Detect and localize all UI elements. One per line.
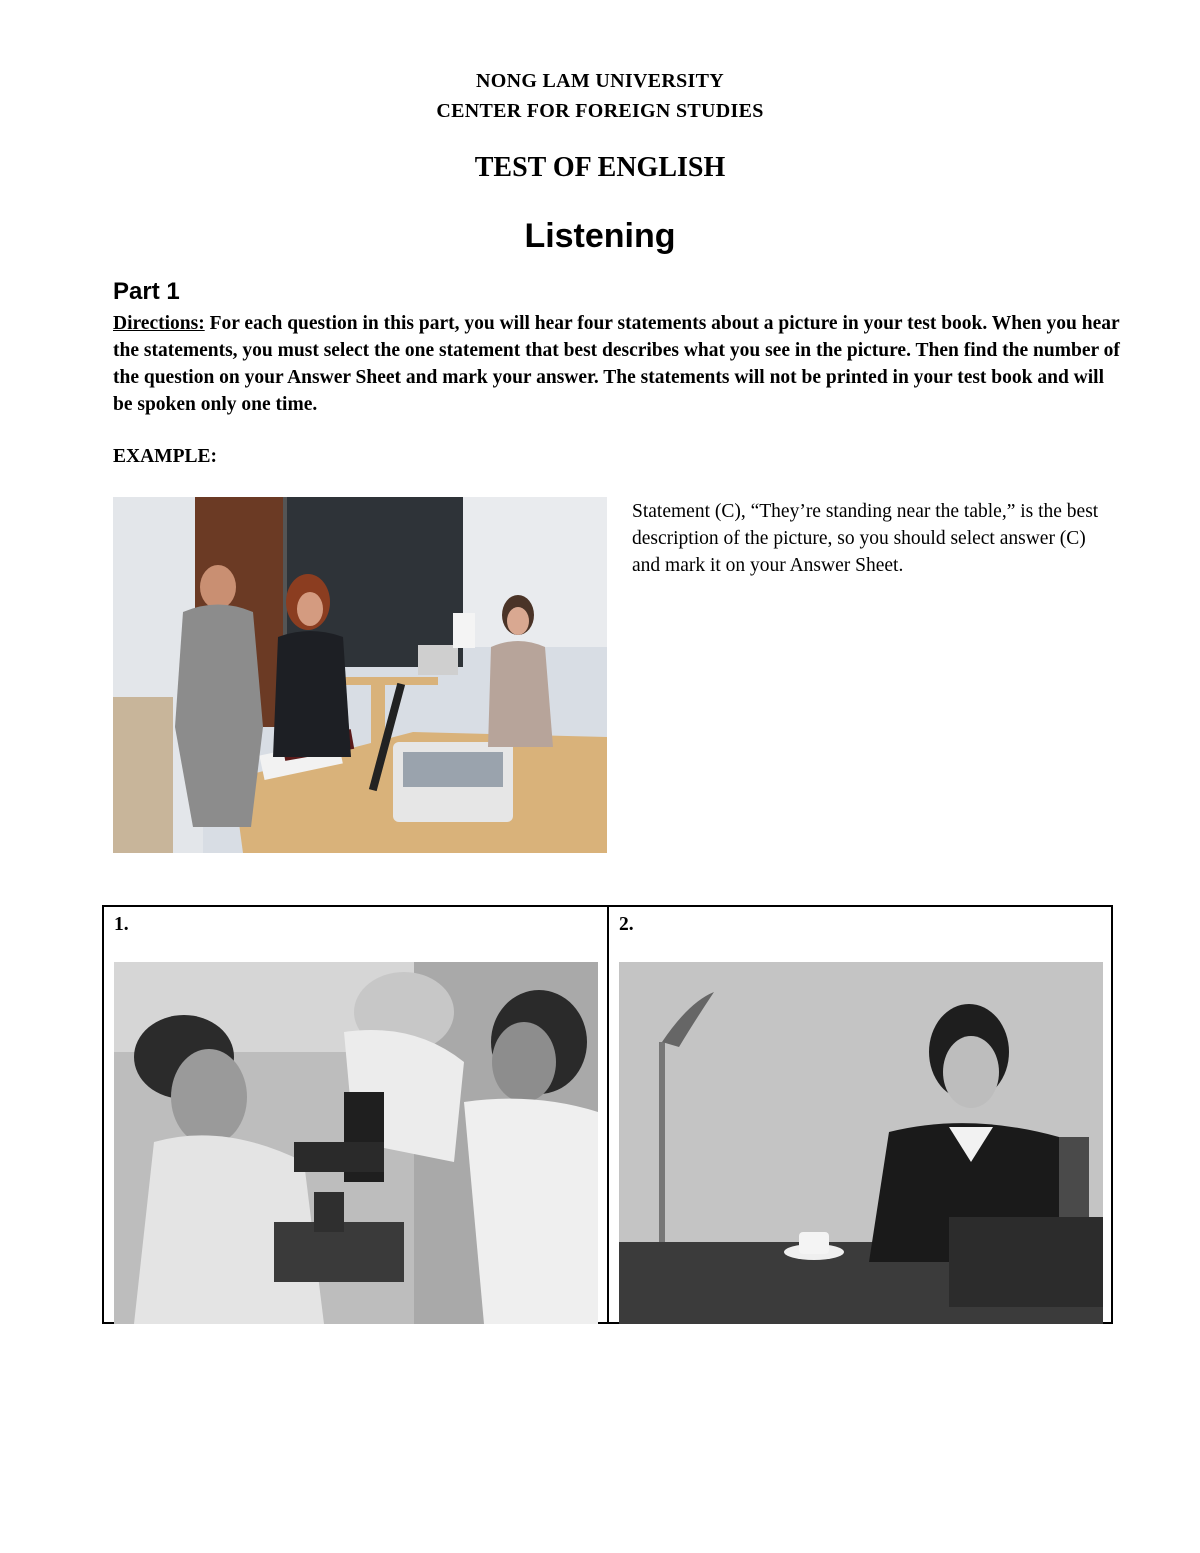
question-number: 1. (114, 914, 129, 935)
section-title: Listening (524, 217, 676, 255)
university-name: NONG LAM UNIVERSITY (476, 70, 724, 92)
center-name: CENTER FOR FOREIGN STUDIES (436, 100, 764, 122)
question-2-photo (619, 962, 1103, 1324)
example-photo (113, 497, 607, 853)
question-cell (609, 907, 1111, 1322)
test-title: TEST OF ENGLISH (474, 152, 726, 183)
question-number: 2. (619, 914, 634, 935)
example-caption: Statement (C), “They’re standing near the table,” is the best description of the picture, so you should select answer (C) and mark it on your Answer Sheet. (632, 501, 1099, 576)
directions-paragraph (113, 310, 1123, 418)
directions-text: For each question in this part, you will hear four statements about a picture in your test book. When you hear the statements, you must select the one statement that best describes what you see in the picture. Then find the number of the question on your Answer Sheet and mark your answer. The statements will not be printed in your test book and will be spoken only one time. (113, 313, 1120, 415)
question-1-photo (114, 962, 598, 1324)
example-label: EXAMPLE: (113, 446, 217, 467)
directions-label: Directions: (113, 313, 205, 334)
question-cell (104, 907, 609, 1322)
part-heading: Part 1 (113, 278, 180, 305)
questions-table (102, 905, 1113, 1324)
